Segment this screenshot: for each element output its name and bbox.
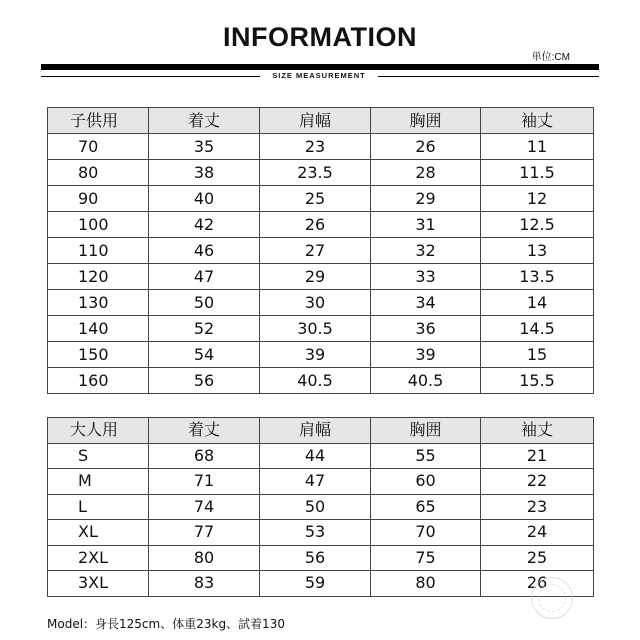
measurement-cell: 23 <box>481 494 594 520</box>
measurement-cell: 38 <box>149 160 260 186</box>
measurement-cell: 80 <box>371 571 481 597</box>
measurement-cell: 13.5 <box>481 264 594 290</box>
measurement-cell: 56 <box>260 545 371 571</box>
measurement-cell: 35 <box>149 134 260 160</box>
watermark-stamp-icon <box>531 577 573 619</box>
measurement-cell: 22 <box>481 469 594 495</box>
measurement-cell: 32 <box>371 238 481 264</box>
measurement-cell: 55 <box>371 443 481 469</box>
measurement-cell: 13 <box>481 238 594 264</box>
measurement-cell: 83 <box>149 571 260 597</box>
measurement-cell: 26 <box>371 134 481 160</box>
measurement-cell: 36 <box>371 316 481 342</box>
measurement-cell: 59 <box>260 571 371 597</box>
header-rule <box>41 64 599 70</box>
size-label-cell: 80 <box>48 160 149 186</box>
size-label-cell: 90 <box>48 186 149 212</box>
measurement-cell: 53 <box>260 520 371 546</box>
measurement-cell: 39 <box>371 342 481 368</box>
size-label-cell: 130 <box>48 290 149 316</box>
size-label-cell: S <box>48 443 149 469</box>
kids-header-cell: 着丈 <box>149 108 260 134</box>
measurement-cell: 34 <box>371 290 481 316</box>
measurement-cell: 52 <box>149 316 260 342</box>
size-label-cell: 70 <box>48 134 149 160</box>
table-row <box>48 545 594 571</box>
measurement-cell: 25 <box>481 545 594 571</box>
table-row <box>48 290 594 316</box>
measurement-cell: 70 <box>371 520 481 546</box>
kids-header-cell: 肩幅 <box>260 108 371 134</box>
measurement-cell: 29 <box>371 186 481 212</box>
size-label-cell: XL <box>48 520 149 546</box>
divider-right <box>378 76 599 77</box>
measurement-cell: 80 <box>149 545 260 571</box>
size-label-cell: 100 <box>48 212 149 238</box>
measurement-cell: 50 <box>260 494 371 520</box>
table-row <box>48 134 594 160</box>
measurement-cell: 30 <box>260 290 371 316</box>
table-row <box>48 212 594 238</box>
size-label-cell: L <box>48 494 149 520</box>
measurement-cell: 47 <box>260 469 371 495</box>
table-row <box>48 238 594 264</box>
adults-header-row <box>48 418 594 444</box>
table-row <box>48 571 594 597</box>
measurement-cell: 26 <box>481 571 594 597</box>
measurement-cell: 68 <box>149 443 260 469</box>
measurement-cell: 77 <box>149 520 260 546</box>
measurement-cell: 15 <box>481 342 594 368</box>
measurement-cell: 12.5 <box>481 212 594 238</box>
measurement-cell: 29 <box>260 264 371 290</box>
measurement-cell: 24 <box>481 520 594 546</box>
measurement-cell: 54 <box>149 342 260 368</box>
measurement-cell: 40 <box>149 186 260 212</box>
kids-header-cell: 胸囲 <box>371 108 481 134</box>
table-row <box>48 494 594 520</box>
table-row <box>48 520 594 546</box>
measurement-cell: 14.5 <box>481 316 594 342</box>
measurement-cell: 42 <box>149 212 260 238</box>
table-row <box>48 443 594 469</box>
adults-header-cell: 肩幅 <box>260 418 371 444</box>
table-row <box>48 316 594 342</box>
size-label-cell: 160 <box>48 368 149 394</box>
measurement-cell: 50 <box>149 290 260 316</box>
measurement-cell: 39 <box>260 342 371 368</box>
adults-header-cell: 大人用 <box>48 418 149 444</box>
table-row <box>48 160 594 186</box>
measurement-cell: 74 <box>149 494 260 520</box>
kids-header-cell: 子供用 <box>48 108 149 134</box>
kids-header-cell: 袖丈 <box>481 108 594 134</box>
model-note: Model：身長125cm、体重23kg、試着130 <box>47 617 285 631</box>
measurement-cell: 28 <box>371 160 481 186</box>
measurement-cell: 26 <box>260 212 371 238</box>
measurement-cell: 11 <box>481 134 594 160</box>
size-label-cell: 2XL <box>48 545 149 571</box>
measurement-cell: 56 <box>149 368 260 394</box>
size-label-cell: 110 <box>48 238 149 264</box>
kids-size-table <box>47 107 594 394</box>
measurement-cell: 25 <box>260 186 371 212</box>
adults-header-cell: 袖丈 <box>481 418 594 444</box>
measurement-cell: 47 <box>149 264 260 290</box>
section-subtitle: SIZE MEASUREMENT <box>272 71 366 80</box>
measurement-cell: 71 <box>149 469 260 495</box>
measurement-cell: 46 <box>149 238 260 264</box>
kids-header-row <box>48 108 594 134</box>
measurement-cell: 40.5 <box>260 368 371 394</box>
table-row <box>48 469 594 495</box>
size-label-cell: 120 <box>48 264 149 290</box>
measurement-cell: 23.5 <box>260 160 371 186</box>
unit-label: 単位:CM <box>531 52 570 63</box>
table-row <box>48 186 594 212</box>
measurement-cell: 44 <box>260 443 371 469</box>
size-label-cell: 3XL <box>48 571 149 597</box>
measurement-cell: 12 <box>481 186 594 212</box>
adults-size-table <box>47 417 594 597</box>
measurement-cell: 65 <box>371 494 481 520</box>
measurement-cell: 60 <box>371 469 481 495</box>
measurement-cell: 75 <box>371 545 481 571</box>
table-row <box>48 368 594 394</box>
divider-left <box>41 76 260 77</box>
measurement-cell: 27 <box>260 238 371 264</box>
measurement-cell: 15.5 <box>481 368 594 394</box>
page-title: INFORMATION <box>223 22 417 52</box>
table-row <box>48 342 594 368</box>
size-label-cell: 140 <box>48 316 149 342</box>
measurement-cell: 11.5 <box>481 160 594 186</box>
measurement-cell: 30.5 <box>260 316 371 342</box>
table-row <box>48 264 594 290</box>
measurement-cell: 31 <box>371 212 481 238</box>
measurement-cell: 21 <box>481 443 594 469</box>
adults-header-cell: 胸囲 <box>371 418 481 444</box>
measurement-cell: 33 <box>371 264 481 290</box>
size-label-cell: M <box>48 469 149 495</box>
size-label-cell: 150 <box>48 342 149 368</box>
measurement-cell: 23 <box>260 134 371 160</box>
measurement-cell: 14 <box>481 290 594 316</box>
measurement-cell: 40.5 <box>371 368 481 394</box>
adults-header-cell: 着丈 <box>149 418 260 444</box>
